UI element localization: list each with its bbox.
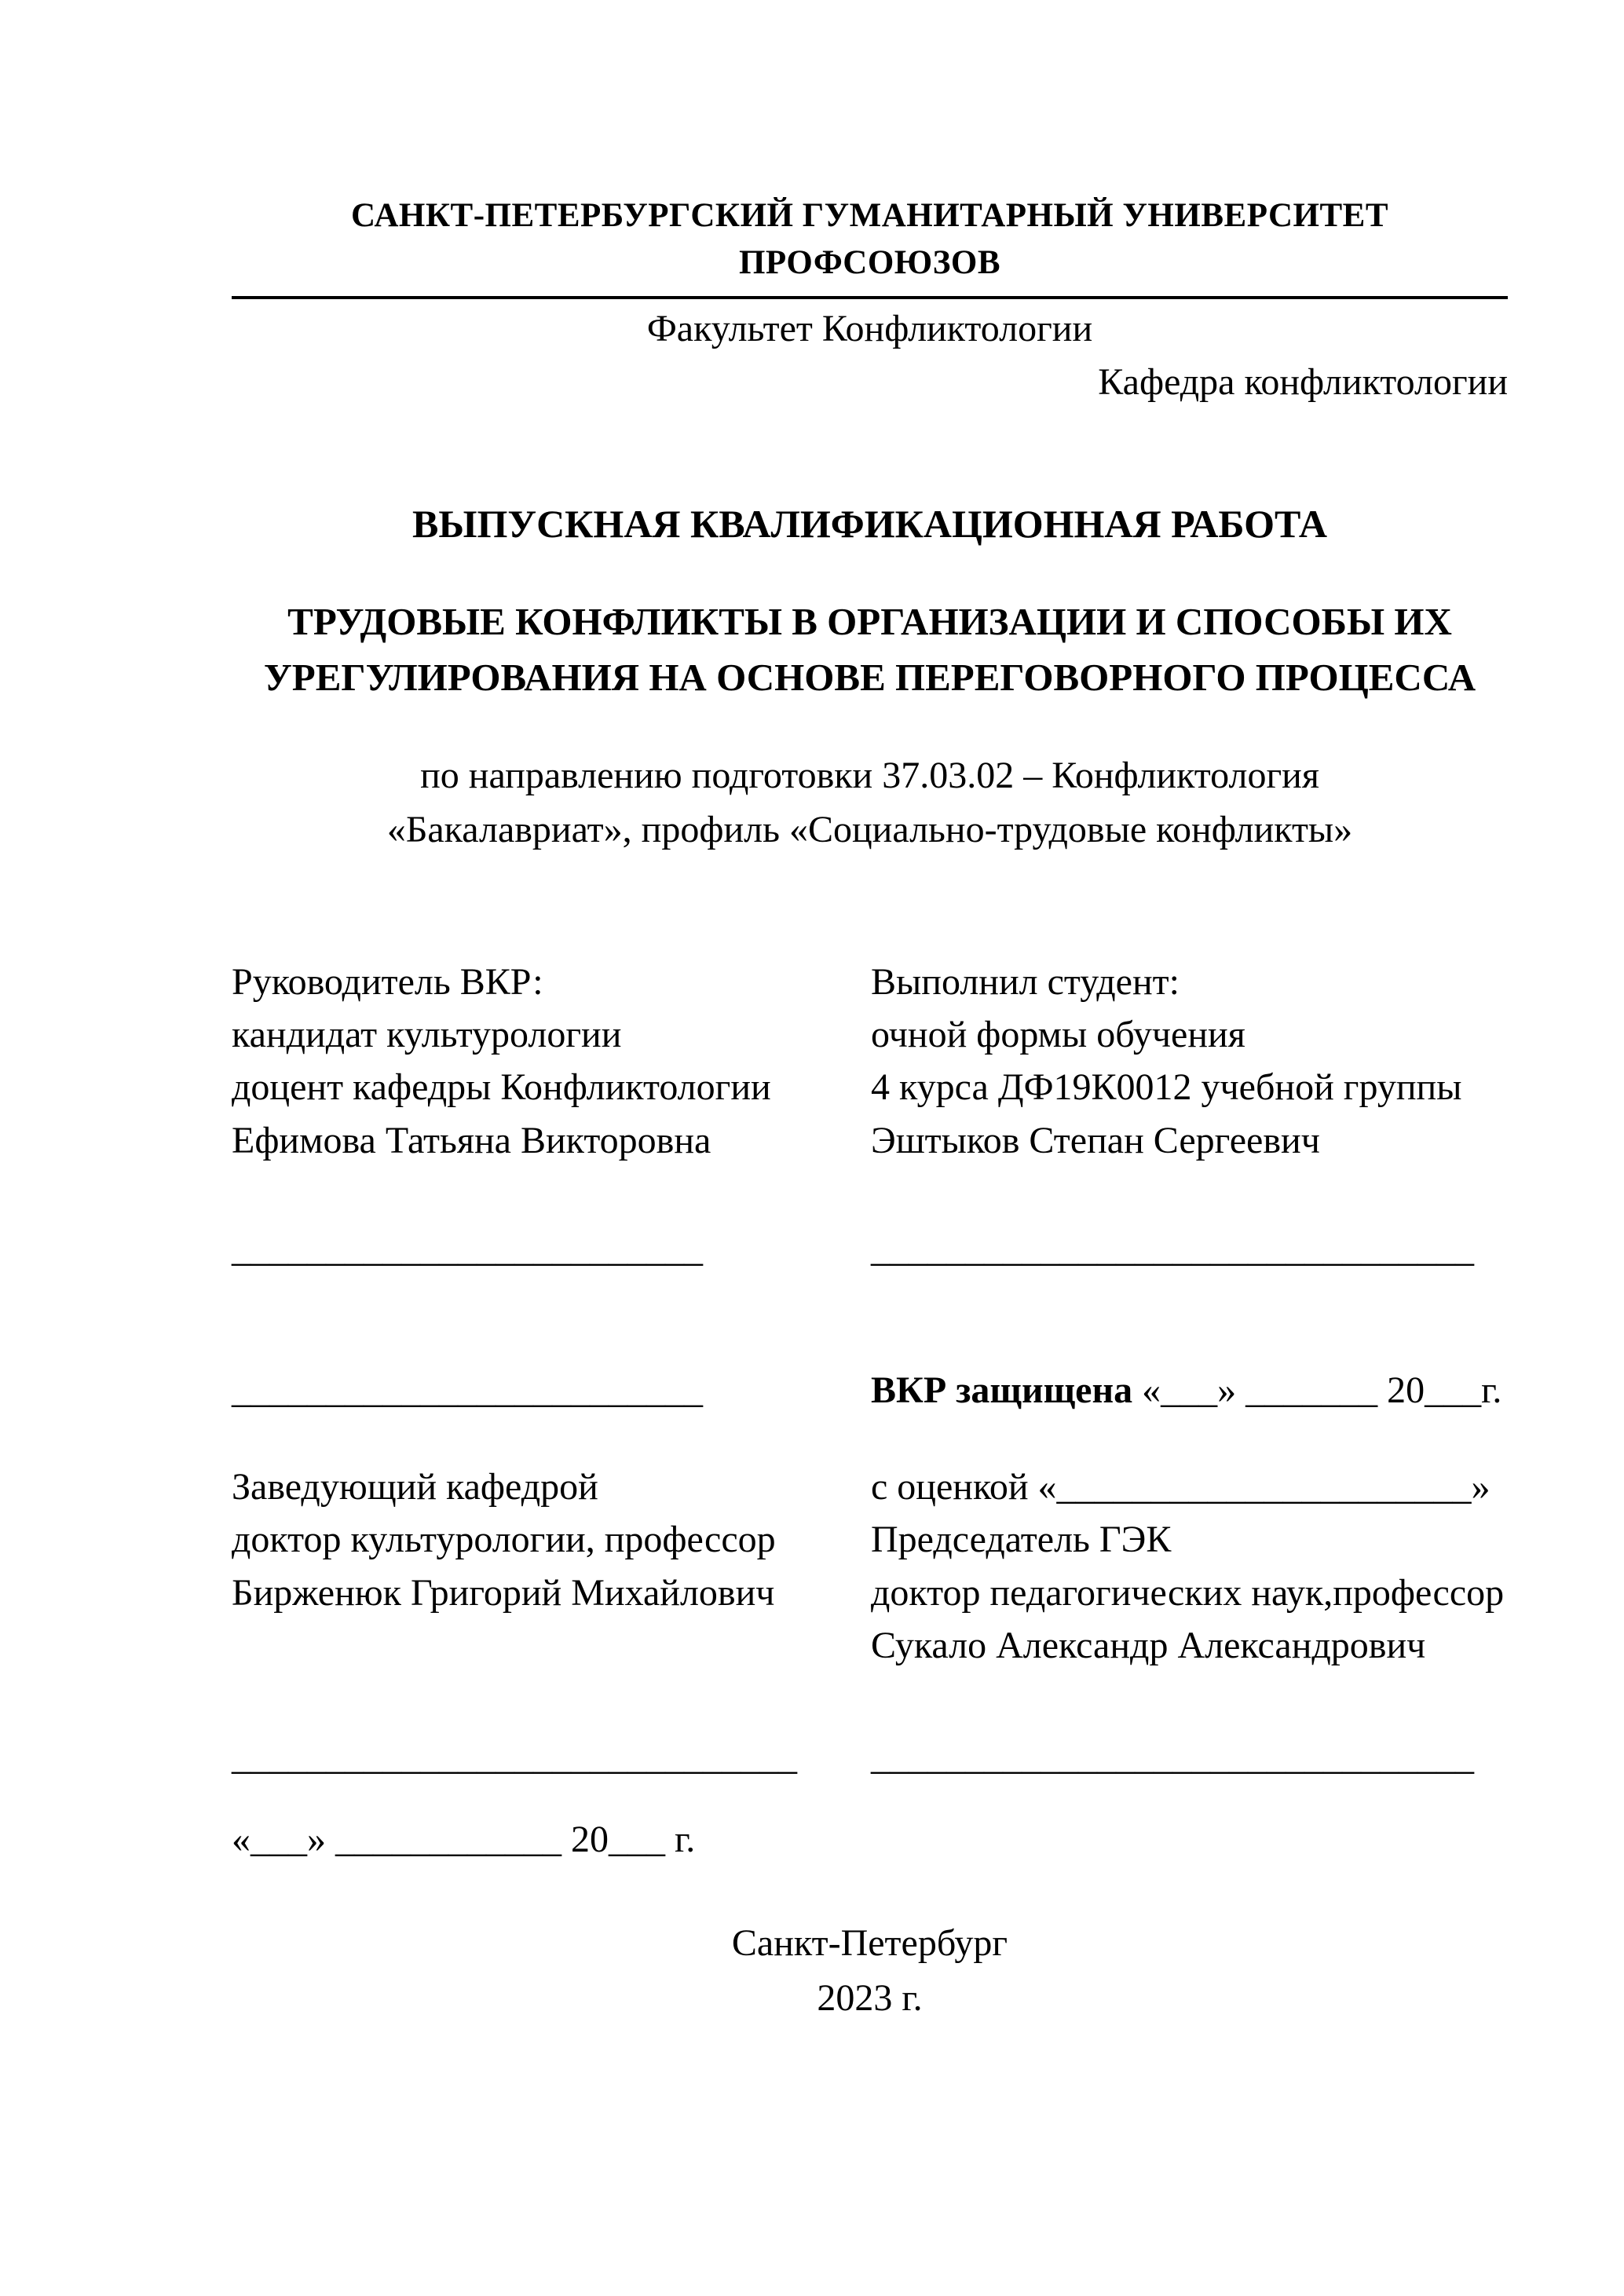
- head-label: Заведующий кафедрой: [232, 1466, 598, 1508]
- department-name: Кафедра конфликтологии: [1098, 360, 1508, 403]
- head-signature-line: ______________________________: [232, 1735, 797, 1778]
- sig-row: [232, 1813, 1508, 1866]
- program-block: [232, 748, 1508, 857]
- sig-row: [232, 1513, 1508, 1566]
- supervisor-name: Ефимова Татьяна Викторовна: [232, 1119, 711, 1161]
- sig-row: [232, 1008, 1508, 1061]
- sig-row: [232, 1223, 1508, 1275]
- sig-row: [232, 1364, 1508, 1417]
- header-rule: [232, 296, 1508, 299]
- sig-row: [232, 1114, 1508, 1167]
- thesis-title: [232, 594, 1508, 705]
- sig-row: [232, 1567, 1508, 1619]
- program-direction: по направлению подготовки 37.03.02 – Конфликтология: [420, 754, 1319, 796]
- empty-cell: [232, 1619, 871, 1672]
- supervisor-signature-line-2: _________________________: [232, 1369, 703, 1411]
- chairman-name: Сукало Александр Александрович: [871, 1624, 1426, 1666]
- defense-grade-line: с оценкой «______________________»: [871, 1466, 1490, 1508]
- defense-label-bold: ВКР защищена: [871, 1369, 1133, 1411]
- student-name: Эштыков Степан Сергеевич: [871, 1119, 1320, 1161]
- signature-section: [232, 956, 1508, 1866]
- program-profile: «Бакалавриат», профиль «Социально-трудовые конфликты»: [386, 809, 1353, 851]
- supervisor-position: доцент кафедры Конфликтологии: [232, 1066, 771, 1109]
- footer: [232, 1916, 1508, 2025]
- thesis-title-line2: УРЕГУЛИРОВАНИЯ НА ОСНОВЕ ПЕРЕГОВОРНОГО ПРОЦЕССА: [263, 655, 1476, 699]
- sig-row: [232, 1619, 1508, 1672]
- footer-city: Санкт-Петербург: [731, 1922, 1008, 1965]
- sig-row: [232, 1731, 1508, 1783]
- faculty-name: Факультет Конфликтологии: [646, 308, 1093, 350]
- work-type-title: ВЫПУСКНАЯ КВАЛИФИКАЦИОННАЯ РАБОТА: [412, 501, 1327, 546]
- defense-date-line: [871, 1364, 1508, 1417]
- sig-row: [232, 1061, 1508, 1113]
- student-label: Выполнил студент:: [871, 961, 1180, 1004]
- head-name: Бирженюк Григорий Михайлович: [232, 1571, 775, 1614]
- student-group: 4 курса ДФ19К0012 учебной группы: [871, 1066, 1462, 1109]
- chairman-signature-line: ________________________________: [871, 1735, 1474, 1778]
- head-degree: доктор культурологии, профессор: [232, 1519, 776, 1561]
- thesis-title-line1: ТРУДОВЫЕ КОНФЛИКТЫ В ОРГАНИЗАЦИИ И СПОСОБЫ ИХ: [287, 599, 1452, 643]
- empty-cell: [871, 1813, 1508, 1866]
- defense-label-rest: «___» _______ 20___г.: [1132, 1369, 1502, 1411]
- chairman-label: Председатель ГЭК: [871, 1519, 1172, 1561]
- supervisor-label: Руководитель ВКР:: [232, 961, 543, 1004]
- sig-row: [232, 1461, 1508, 1513]
- supervisor-signature-line: _________________________: [232, 1227, 703, 1270]
- supervisor-degree: кандидат культурологии: [232, 1014, 622, 1056]
- head-date-line: «___» ____________ 20___ г.: [232, 1819, 696, 1861]
- university-name: САНКТ-ПЕТЕРБУРГСКИЙ ГУМАНИТАРНЫЙ УНИВЕРСИТЕТ ПРОФСОЮЗОВ: [350, 197, 1389, 282]
- student-signature-line: ________________________________: [871, 1227, 1474, 1270]
- footer-year: 2023 г.: [817, 1976, 923, 2019]
- chairman-degree: доктор педагогических наук,профессор: [871, 1571, 1505, 1614]
- student-study-form: очной формы обучения: [871, 1014, 1245, 1056]
- sig-row: [232, 956, 1508, 1008]
